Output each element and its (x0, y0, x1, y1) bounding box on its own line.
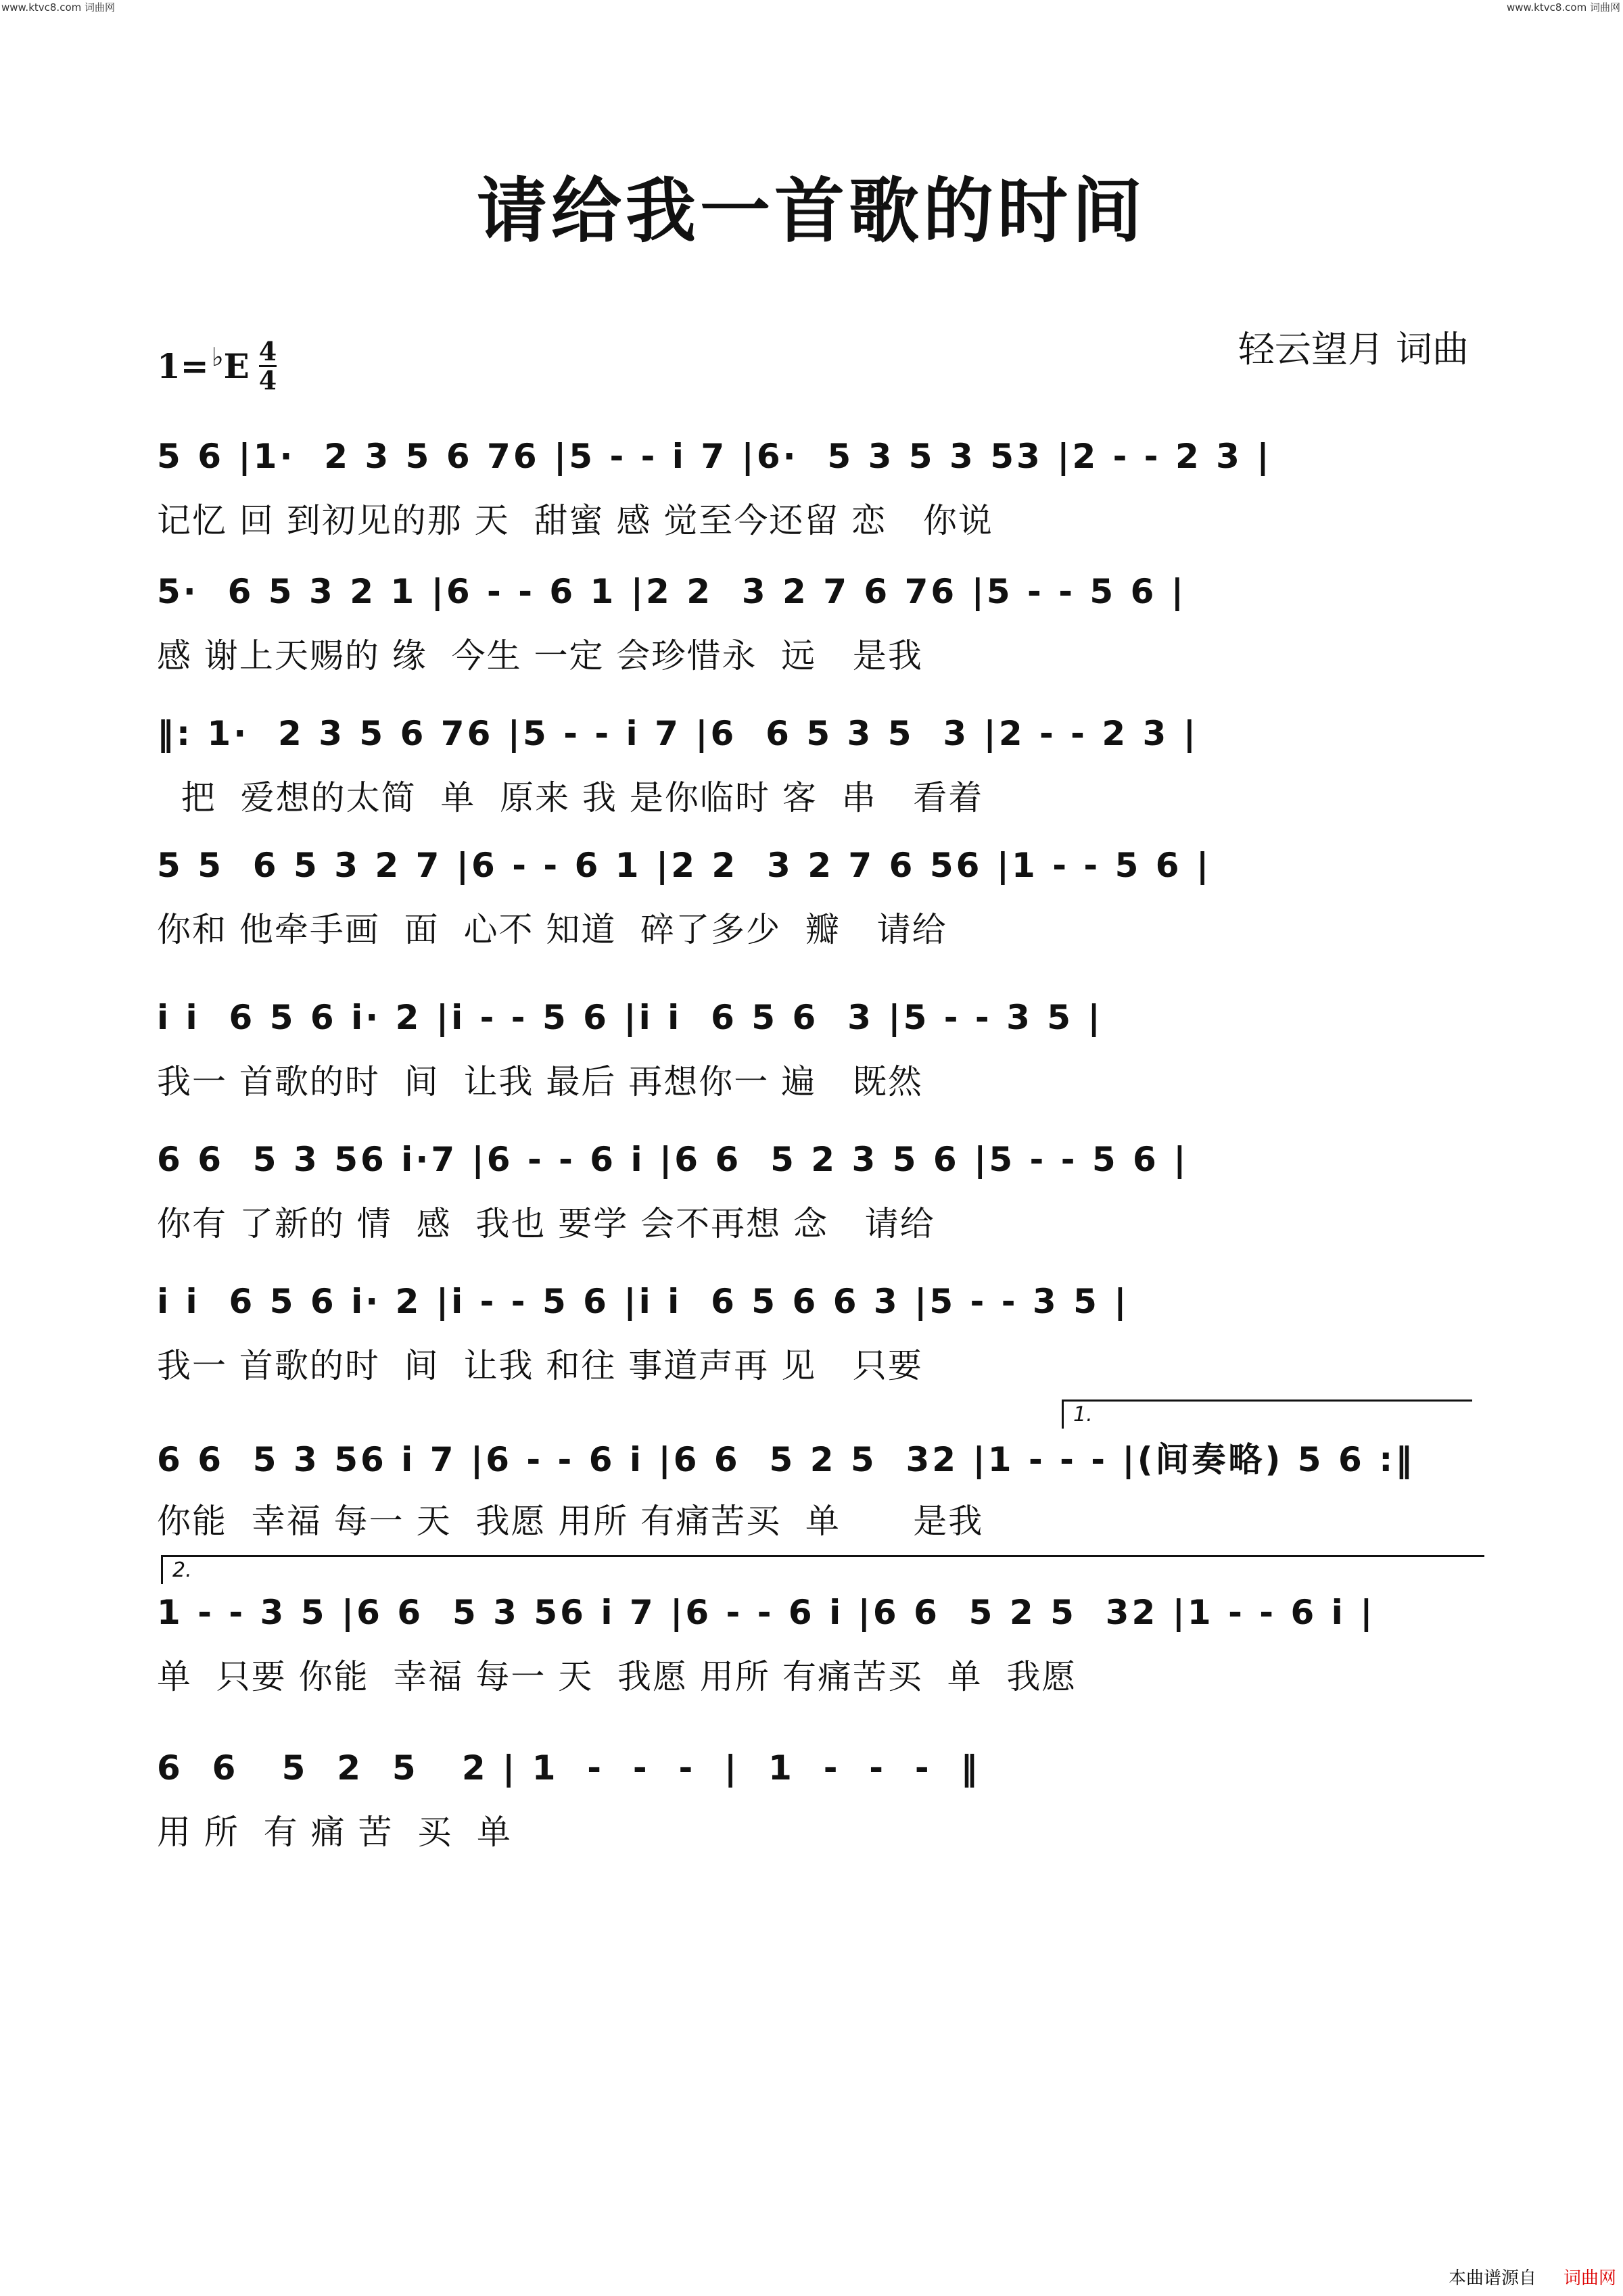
lyrics-line: 我一 首歌的时 间 让我 和往 事道声再 见 只要 (157, 1346, 923, 1385)
lyrics-line: 你和 他牵手画 面 心不 知道 碎了多少 瓣 请给 (157, 910, 947, 949)
key-signature (157, 338, 277, 394)
notes-line: 5· 6 5 3 2 1 |6 - - 6 1 |2 2 3 2 7 6 76 |5 - - 5 6 | (157, 572, 1187, 611)
notes-line: i i 6 5 6 i· 2 |i - - 5 6 |i i 6 5 6 6 3 |5 - - 3 5 | (157, 1282, 1129, 1321)
notes-line: 5 5 6 5 3 2 7 |6 - - 6 1 |2 2 3 2 7 6 56 |1 - - 5 6 | (157, 846, 1212, 885)
meter-top: 4 (258, 336, 277, 366)
lyrics-line: 用 所 有 痛 苦 买 单 (157, 1813, 513, 1852)
notes-line: 6 6 5 3 56 i·7 |6 - - 6 i |6 6 5 2 3 5 6 |5 - - 5 6 | (157, 1140, 1189, 1179)
key-prefix: 1= (157, 346, 209, 386)
notes-line: 1 - - 3 5 |6 6 5 3 56 i 7 |6 - - 6 i |6 6 5 2 5 32 |1 - - 6 i | (157, 1593, 1375, 1632)
notes-line: 5 6 |1· 2 3 5 6 76 |5 - - i 7 |6· 5 3 5 3 53 |2 - - 2 3 | (157, 437, 1272, 476)
footer-site-link[interactable]: 词曲网 (1563, 2268, 1616, 2289)
meter-bottom: 4 (258, 365, 277, 396)
lyrics-line: 单 只要 你能 幸福 每一 天 我愿 用所 有痛苦买 单 我愿 (157, 1657, 1077, 1696)
second-ending-bracket: 2. (161, 1555, 1484, 1584)
notes-line: ‖: 1· 2 3 5 6 76 |5 - - i 7 |6 6 5 3 5 3 |2 - - 2 3 | (157, 714, 1198, 753)
flat-icon: ♭ (211, 341, 224, 372)
header-url-left: www.ktvc8.com 词曲网 (1, 1, 116, 14)
lyrics-line: 把 爱想的太简 单 原来 我 是你临时 客 串 看着 (157, 778, 984, 817)
lyrics-line: 你能 幸福 每一 天 我愿 用所 有痛苦买 单 是我 (157, 1502, 984, 1541)
lyrics-line: 你有 了新的 情 感 我也 要学 会不再想 念 请给 (157, 1204, 935, 1243)
time-signature (259, 338, 277, 394)
footer-source-text: 本曲谱源自 (1448, 2268, 1536, 2289)
key-note: E (223, 346, 250, 386)
page-title: 请给我一首歌的时间 (476, 169, 1146, 252)
first-ending-bracket: 1. (1062, 1400, 1472, 1429)
lyrics-line: 感 谢上天赐的 缘 今生 一定 会珍惜永 远 是我 (157, 636, 923, 675)
notes-line: 6 6 5 3 56 i 7 |6 - - 6 i |6 6 5 2 5 32 |1 - - - |(间奏略) 5 6 :‖ (157, 1440, 1415, 1479)
lyrics-line: 我一 首歌的时 间 让我 最后 再想你一 遍 既然 (157, 1062, 923, 1101)
notes-line: 6 6 5 2 5 2 | 1 - - - | 1 - - - ‖ (157, 1748, 981, 1788)
notes-line: i i 6 5 6 i· 2 |i - - 5 6 |i i 6 5 6 3 |5 - - 3 5 | (157, 998, 1103, 1037)
header-url-right: www.ktvc8.com 词曲网 (1506, 1, 1620, 14)
composer-credit: 轻云望月 词曲 (1238, 328, 1469, 370)
lyrics-line: 记忆 回 到初见的那 天 甜蜜 感 觉至今还留 恋 你说 (157, 501, 993, 540)
